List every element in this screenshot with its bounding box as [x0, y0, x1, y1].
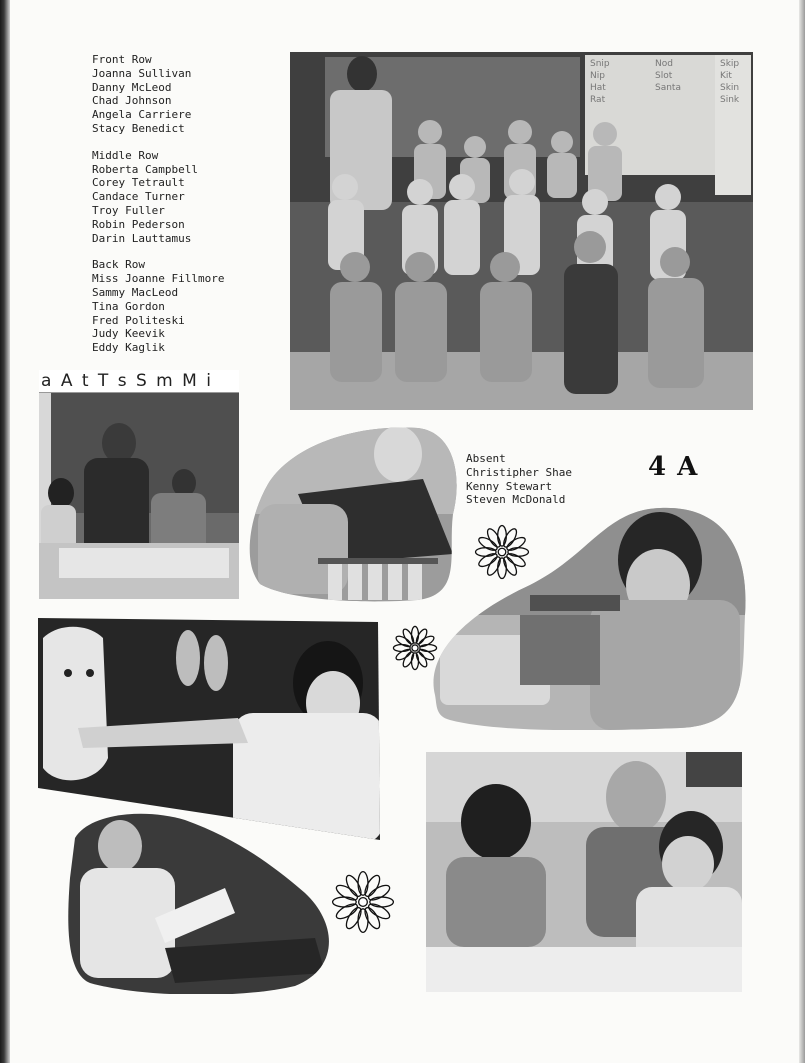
- roster-name: Tina Gordon: [92, 299, 165, 313]
- roster-name: Danny McLeod: [92, 80, 172, 94]
- board-word: Nip: [590, 71, 605, 81]
- children-at-desk-photo: [426, 752, 742, 992]
- roster-name: Sammy MacLeod: [92, 285, 179, 299]
- alphabet-strip: [39, 370, 239, 393]
- back-row-heading: Back Row: [92, 258, 145, 272]
- roster-name: Candace Turner: [92, 190, 185, 204]
- absent-list: [466, 452, 572, 507]
- board-word: Snip: [590, 59, 610, 69]
- board-word: Skin: [720, 83, 740, 93]
- absent-name: Christipher Shae: [466, 465, 572, 479]
- roster-name: Troy Fuller: [92, 203, 165, 217]
- roster-name: Robin Pederson: [92, 217, 185, 231]
- board-word: Sink: [720, 95, 740, 105]
- flower-decoration: [474, 524, 530, 580]
- back-row-group: [92, 258, 224, 355]
- board-word: Slot: [655, 71, 673, 81]
- class-group-photo: [290, 52, 753, 410]
- front-row-heading: Front Row: [92, 53, 152, 66]
- class-roster: [92, 53, 224, 368]
- roster-name: Darin Lauttamus: [92, 231, 192, 245]
- page-binding-edge: [0, 0, 10, 1063]
- board-word: Nod: [655, 59, 673, 69]
- roster-name: Miss Joanne Fillmore: [92, 272, 225, 286]
- roster-name: Judy Keevik: [92, 327, 165, 341]
- alphabet-strip-text: a A t T s S m M i: [41, 371, 213, 391]
- absent-heading: Absent: [466, 452, 506, 465]
- roster-name: Chad Johnson: [92, 94, 172, 108]
- front-row-group: [92, 53, 224, 136]
- middle-row-group: [92, 149, 224, 246]
- flower-decoration: [392, 625, 438, 671]
- board-word: Skip: [720, 59, 740, 69]
- roster-name: Fred Politeski: [92, 313, 185, 327]
- teacher-at-table-photo: [39, 393, 239, 599]
- class-label: 4 A: [648, 452, 699, 482]
- middle-row-heading: Middle Row: [92, 148, 159, 162]
- absent-name: Steven McDonald: [466, 493, 566, 507]
- absent-name: Kenny Stewart: [466, 479, 553, 493]
- board-word: Rat: [590, 95, 606, 105]
- board-word: Kit: [720, 71, 732, 81]
- page-right-edge: [799, 0, 805, 1063]
- roster-name: Angela Carriere: [92, 108, 192, 122]
- board-word: Santa: [655, 83, 681, 93]
- boy-projector-photo: [420, 505, 750, 730]
- boy-reading-photo: [65, 808, 337, 994]
- roster-name: Joanna Sullivan: [92, 66, 192, 80]
- flower-decoration: [331, 870, 395, 934]
- roster-name: Eddy Kaglik: [92, 341, 165, 355]
- roster-name: Stacy Benedict: [92, 121, 185, 135]
- roster-name: Roberta Campbell: [92, 162, 198, 176]
- roster-name: Corey Tetrault: [92, 176, 185, 190]
- board-word: Hat: [590, 83, 606, 93]
